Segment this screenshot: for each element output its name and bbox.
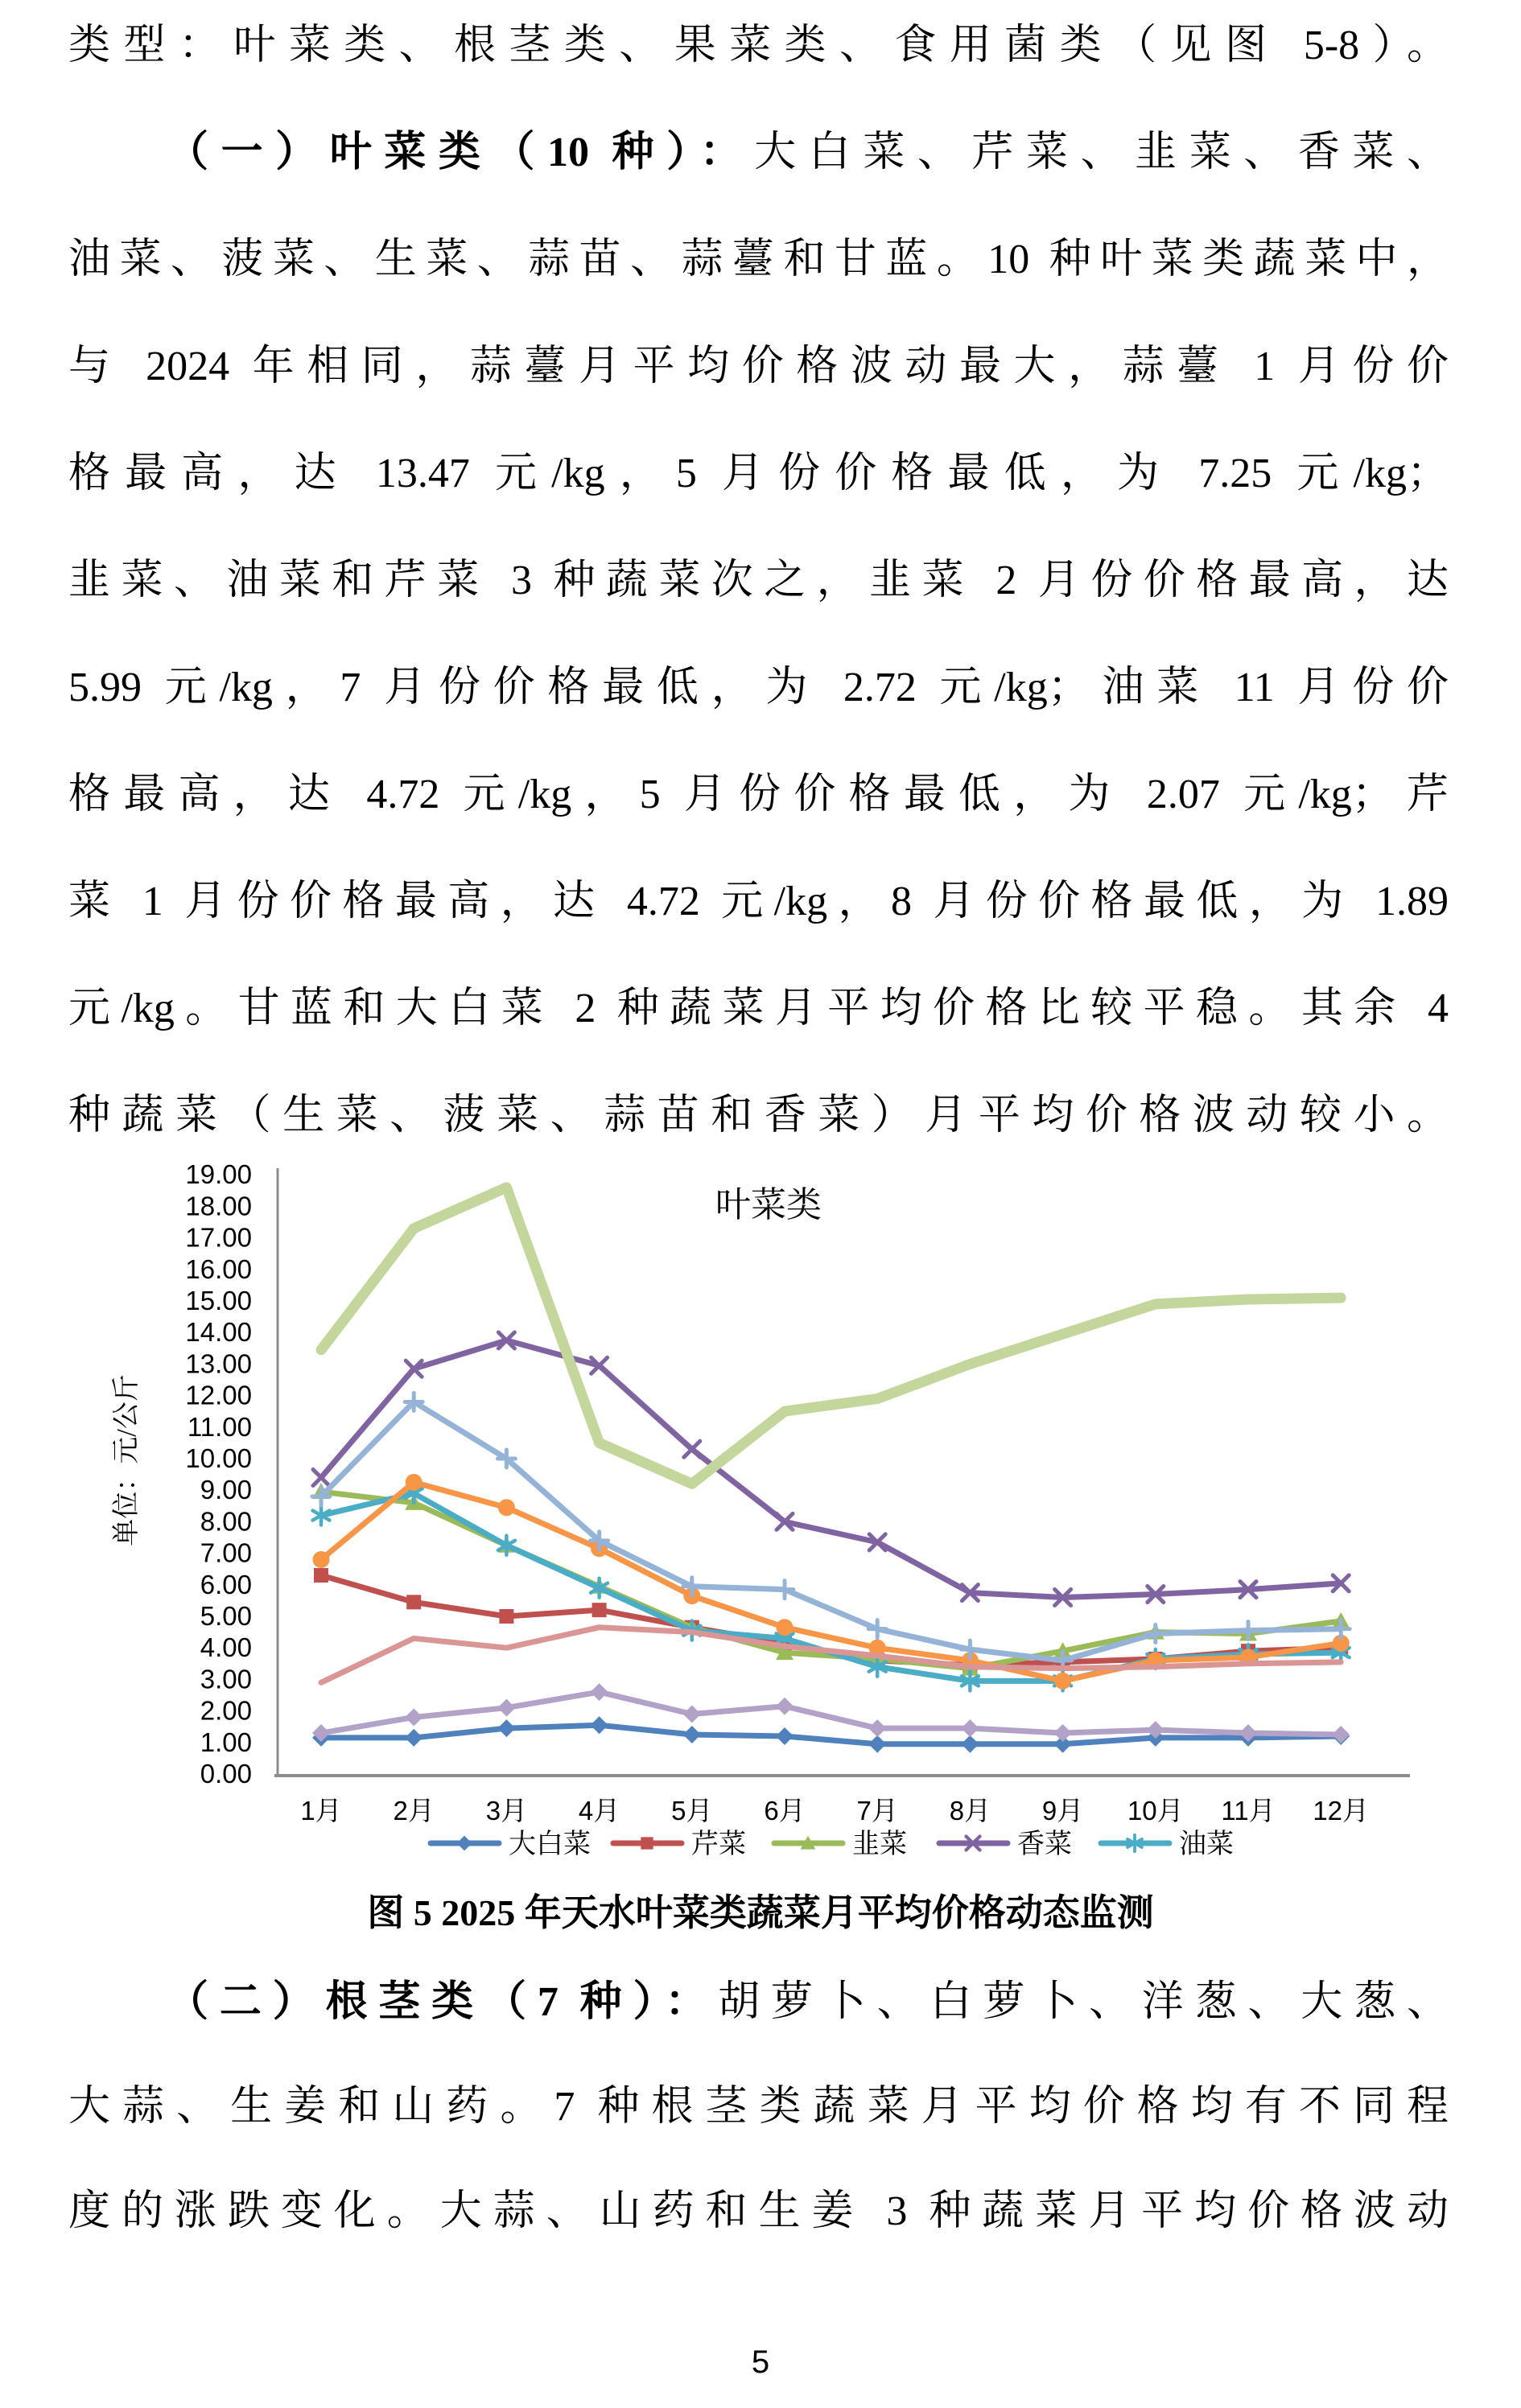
x-axis-label: 12月: [1313, 1796, 1370, 1826]
x-axis-label: 2月: [393, 1796, 435, 1826]
series-marker: [868, 1719, 886, 1737]
series-marker: [641, 1837, 653, 1849]
series-marker: [498, 1499, 515, 1516]
page-number: 5: [751, 2344, 770, 2380]
y-axis-label: 4.00: [200, 1632, 252, 1663]
y-axis-label: 19.00: [185, 1159, 252, 1190]
y-axis-label: 16.00: [185, 1253, 252, 1284]
body-text-line: 与 2024 年相同，蒜薹月平均价格波动最大，蒜薹 1 月份价: [68, 344, 1449, 389]
figure-caption: 图 5 2025 年天水叶菜类蔬菜月平均价格动态监测: [367, 1892, 1154, 1933]
x-axis-label: 5月: [671, 1796, 713, 1826]
series-line-甘蓝: [321, 1692, 1341, 1735]
y-axis-label: 2.00: [200, 1695, 252, 1726]
series-marker: [314, 1568, 328, 1583]
series-marker: [1054, 1724, 1072, 1742]
series-marker: [591, 1683, 608, 1701]
y-axis-label: 3.00: [200, 1664, 252, 1694]
y-axis-label: 11.00: [187, 1411, 252, 1442]
series-line-香菜: [321, 1340, 1341, 1597]
body-text-line: 韭菜、油菜和芹菜 3 种蔬菜次之，韭菜 2 月份价格最高，达: [68, 558, 1449, 603]
body-text-line: 菜 1 月份价格最高，达 4.72 元/kg，8 月份价格最低，为 1.89: [68, 879, 1449, 924]
chart-title: 叶菜类: [715, 1185, 822, 1225]
series-marker: [961, 1719, 979, 1737]
x-axis-label: 6月: [764, 1796, 806, 1826]
legend-label: 韭菜: [852, 1829, 907, 1859]
body-text-line: 种蔬菜（生菜、菠菜、蒜苗和香菜）月平均价格波动较小。: [68, 1093, 1449, 1138]
body-text-line: （一）叶菜类（10 种）：大白菜、芹菜、韭菜、香菜、: [167, 130, 1449, 175]
body-text-line: 格最高，达 4.72 元/kg，5 月份价格最低，为 2.07 元/kg；芹: [68, 772, 1449, 817]
series-marker: [1054, 1673, 1071, 1690]
series-marker: [961, 1735, 979, 1753]
body-text-line: 大蒜、生姜和山药。7 种根茎类蔬菜月平均价格均有不同程: [68, 2084, 1449, 2130]
legend-label: 油菜: [1179, 1829, 1234, 1859]
series-marker: [457, 1836, 472, 1851]
x-axis-label: 8月: [949, 1796, 991, 1826]
y-axis-label: 7.00: [200, 1537, 252, 1568]
x-axis-label: 10月: [1127, 1796, 1184, 1826]
x-axis-label: 1月: [300, 1796, 342, 1826]
body-text-line: （二）根茎类（7 种）：胡萝卜、白萝卜、洋葱、大葱、: [167, 1979, 1449, 2025]
y-axis-label: 12.00: [185, 1380, 252, 1410]
y-axis-label: 5.00: [200, 1601, 252, 1631]
series-marker: [406, 1474, 422, 1491]
body-text-line: 油菜、菠菜、生菜、蒜苗、蒜薹和甘蓝。10 种叶菜类蔬菜中，: [68, 237, 1449, 282]
y-axis-label: 8.00: [200, 1506, 252, 1537]
series-marker: [777, 1619, 793, 1636]
y-axis-label: 9.00: [200, 1475, 252, 1505]
x-axis-label: 3月: [485, 1796, 528, 1826]
y-axis-label: 6.00: [200, 1569, 252, 1599]
body-text-line: 类型：叶菜类、根茎类、果菜类、食用菌类（见图 5-8）。: [68, 23, 1449, 68]
series-marker: [497, 1719, 515, 1737]
y-axis-label: 0.00: [200, 1759, 252, 1789]
legend-label: 香菜: [1017, 1829, 1072, 1859]
y-axis-label: 13.00: [185, 1348, 252, 1379]
series-marker: [592, 1603, 607, 1617]
series-marker: [868, 1620, 886, 1638]
body-text-line: 元/kg。甘蓝和大白菜 2 种蔬菜月平均价格比较平稳。其余 4: [68, 986, 1449, 1031]
series-marker: [683, 1726, 701, 1743]
series-marker: [591, 1716, 608, 1734]
series-marker: [868, 1735, 886, 1753]
y-axis-label: 1.00: [200, 1727, 252, 1757]
y-axis-label: 10.00: [185, 1443, 252, 1473]
series-marker: [313, 1551, 330, 1568]
body-text-line: 格最高，达 13.47 元/kg，5 月份价格最低，为 7.25 元/kg；: [68, 451, 1449, 496]
body-paragraphs-bottom: [68, 1950, 1449, 2264]
series-marker: [776, 1581, 793, 1599]
series-marker: [499, 1609, 513, 1624]
series-marker: [405, 1729, 422, 1747]
y-axis-title: 单位：元/公斤: [112, 1374, 142, 1546]
body-text-line: 5.99 元/kg，7 月份价格最低，为 2.72 元/kg；油菜 11 月份价: [68, 665, 1449, 710]
series-marker: [497, 1699, 515, 1717]
body-text-line: 度的涨跌变化。大蒜、山药和生姜 3 种蔬菜月平均价格波动: [68, 2188, 1449, 2234]
legend-label: 芹菜: [691, 1829, 746, 1859]
y-axis-label: 14.00: [185, 1317, 252, 1348]
series-marker: [776, 1698, 793, 1715]
series-marker: [684, 1441, 700, 1457]
legend-label: 大白菜: [509, 1829, 591, 1859]
series-marker: [1332, 1726, 1350, 1743]
series-marker: [405, 1708, 422, 1726]
y-axis-label: 15.00: [185, 1286, 252, 1315]
series-marker: [1147, 1625, 1164, 1643]
series-line-大白菜: [321, 1725, 1341, 1744]
y-axis-label: 17.00: [185, 1222, 252, 1253]
x-axis-label: 4月: [578, 1796, 620, 1826]
x-axis-label: 7月: [856, 1796, 898, 1826]
y-axis-label: 18.00: [185, 1191, 252, 1221]
x-axis-label: 9月: [1041, 1796, 1084, 1826]
series-marker: [776, 1727, 793, 1745]
x-axis-label: 11月: [1221, 1796, 1276, 1826]
series-marker: [683, 1706, 701, 1723]
series-marker: [406, 1595, 421, 1609]
